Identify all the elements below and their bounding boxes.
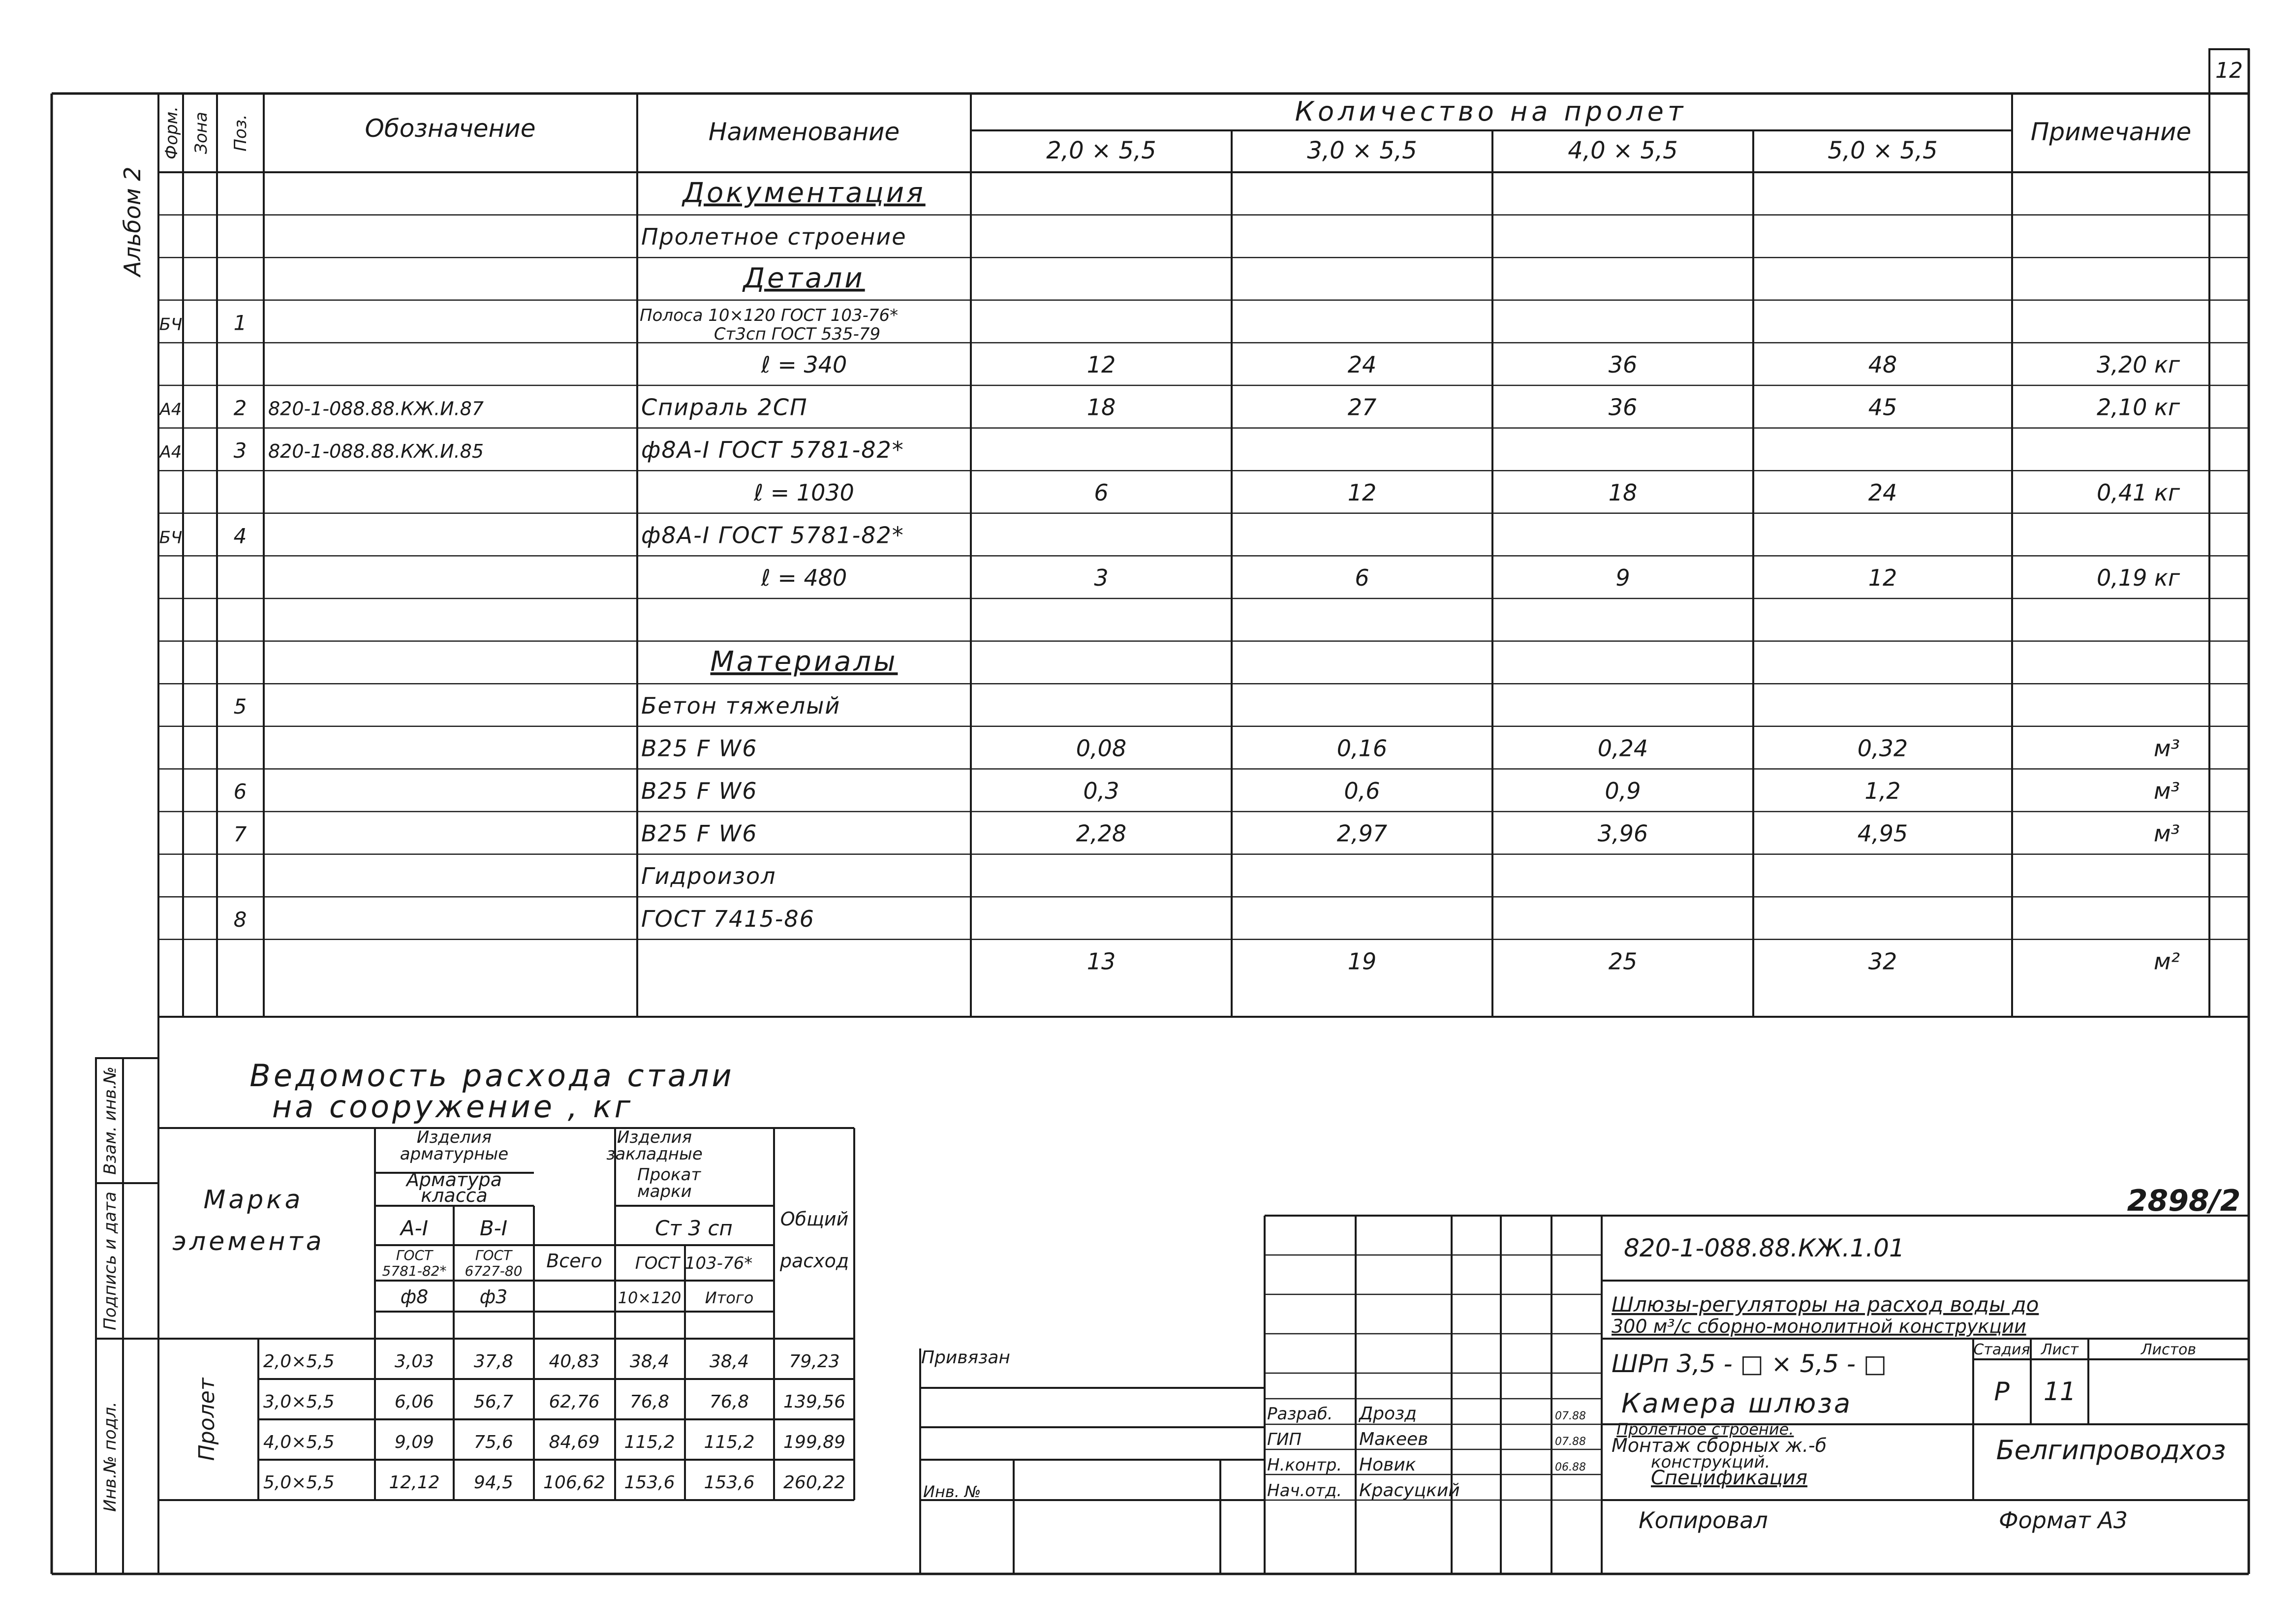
quantity-cell: 6 bbox=[1355, 564, 1369, 592]
steel-grade: Ст 3 сп bbox=[655, 1216, 733, 1240]
prokat-1: Прокат bbox=[637, 1165, 701, 1185]
spec-row bbox=[742, 262, 865, 294]
row-designation: 820-1-088.88.КЖ.И.87 bbox=[268, 398, 484, 420]
role-date: 06.88 bbox=[1555, 1461, 1586, 1474]
archive-stamp: 2898/2 bbox=[2127, 1184, 2241, 1218]
section-title: Документация bbox=[683, 177, 926, 209]
sheet-value: 11 bbox=[2043, 1377, 2077, 1407]
row-name: Гидроизол bbox=[641, 863, 776, 890]
row-name: В25 F W6 bbox=[641, 735, 758, 762]
quantity-cell: 36 bbox=[1608, 394, 1638, 421]
steel-cell-span: 4,0×5,5 bbox=[263, 1432, 335, 1452]
stage-value: Р bbox=[1994, 1377, 2010, 1407]
sheet-label: Лист bbox=[2041, 1341, 2079, 1358]
row-name: Спираль 2СП bbox=[641, 394, 808, 421]
izd-arm-1: Изделия bbox=[416, 1128, 492, 1147]
span-header: 4,0 × 5,5 bbox=[1568, 137, 1678, 164]
row-position: 3 bbox=[233, 439, 247, 463]
steel-cell-a: 9,09 bbox=[394, 1432, 434, 1452]
steel-mark-label2: элемента bbox=[172, 1227, 325, 1256]
steel-cell-a: 12,12 bbox=[389, 1473, 440, 1493]
steel-cell-vs: 106,62 bbox=[543, 1473, 605, 1493]
quantity-cell: 45 bbox=[1868, 394, 1897, 421]
quantity-cell: 3 bbox=[1094, 564, 1109, 592]
steel-cell-span: 2,0×5,5 bbox=[263, 1351, 335, 1372]
album-label: Альбом 2 bbox=[119, 166, 146, 277]
steel-cell-st: 38,4 bbox=[629, 1351, 670, 1372]
quantity-cell: 4,95 bbox=[1857, 820, 1908, 847]
row-note: м² bbox=[2153, 948, 2180, 975]
row-name: ℓ = 340 bbox=[761, 351, 847, 378]
steel-cell-span: 5,0×5,5 bbox=[263, 1473, 335, 1493]
row-note: 0,19 кг bbox=[2097, 564, 2180, 592]
role-person: Новик bbox=[1359, 1455, 1416, 1475]
row-format: А4 bbox=[159, 400, 182, 420]
quantity-cell: 12 bbox=[1868, 564, 1897, 592]
quantity-cell: 0,3 bbox=[1083, 778, 1119, 805]
steel-cell-b: 56,7 bbox=[473, 1392, 514, 1412]
steel-cell-b: 94,5 bbox=[473, 1473, 514, 1493]
row-name: В25 F W6 bbox=[641, 778, 758, 805]
row-format: БЧ bbox=[159, 314, 183, 335]
steel-cell-tot: 139,56 bbox=[783, 1392, 845, 1412]
quantity-cell: 27 bbox=[1347, 394, 1377, 421]
spec-row bbox=[711, 646, 898, 678]
steel-cell-st: 76,8 bbox=[629, 1392, 670, 1412]
row-name: В25 F W6 bbox=[641, 820, 758, 847]
role-title: ГИП bbox=[1267, 1430, 1302, 1449]
page-number: 12 bbox=[2215, 58, 2243, 83]
project-desc-line1: Шлюзы-регуляторы на расход воды до bbox=[1612, 1292, 2039, 1317]
row-name: Бетон тяжелый bbox=[641, 692, 841, 719]
steel-cell-st: 153,6 bbox=[624, 1473, 675, 1493]
gost-a-1: ГОСТ bbox=[396, 1247, 433, 1263]
role-person: Макеев bbox=[1359, 1429, 1428, 1449]
stage-label: Стадия bbox=[1973, 1341, 2030, 1358]
quantity-cell: 0,6 bbox=[1344, 778, 1380, 805]
steel-cell-tot: 260,22 bbox=[783, 1473, 845, 1493]
sheet-sub-2: Монтаж сборных ж.-б bbox=[1612, 1435, 1827, 1456]
quantity-cell: 24 bbox=[1868, 479, 1897, 506]
row-name: ℓ = 1030 bbox=[754, 479, 854, 506]
row-name: ℓ = 480 bbox=[761, 564, 847, 592]
project-desc-line2: 300 м³/с сборно-монолитной конструкции bbox=[1612, 1316, 2026, 1337]
profile-size: 10×120 bbox=[618, 1288, 682, 1307]
quantity-cell: 2,28 bbox=[1076, 820, 1127, 847]
spec-row bbox=[641, 863, 776, 889]
row-position: 7 bbox=[233, 822, 247, 847]
steel-cell-it: 115,2 bbox=[704, 1432, 755, 1452]
quantity-cell: 0,24 bbox=[1597, 735, 1648, 762]
steel-mark-label1: Марка bbox=[203, 1185, 304, 1215]
span-header: 3,0 × 5,5 bbox=[1307, 137, 1417, 164]
steel-cell-vs: 62,76 bbox=[549, 1392, 600, 1412]
row-position: 2 bbox=[233, 396, 247, 420]
class-a: А-I bbox=[400, 1216, 429, 1240]
gost-st: ГОСТ 103-76* bbox=[635, 1254, 753, 1273]
diameter-8: ф8 bbox=[400, 1286, 429, 1308]
quantity-cell: 0,08 bbox=[1076, 735, 1127, 762]
spec-row bbox=[641, 223, 907, 250]
header-note: Примечание bbox=[2030, 118, 2192, 146]
row-position: 5 bbox=[233, 694, 247, 719]
strip-signature-label: Подпись и дата bbox=[100, 1191, 120, 1330]
steel-cell-vs: 84,69 bbox=[549, 1432, 600, 1452]
header-format: Форм. bbox=[162, 106, 182, 160]
steel-cell-a: 3,03 bbox=[394, 1351, 434, 1372]
quantity-cell: 6 bbox=[1094, 479, 1109, 506]
sheets-label: Листов bbox=[2141, 1341, 2197, 1358]
quantity-cell: 48 bbox=[1868, 351, 1897, 378]
steel-cell-b: 37,8 bbox=[473, 1351, 514, 1372]
row-note: 2,10 кг bbox=[2097, 394, 2180, 421]
row-note: м³ bbox=[2153, 778, 2180, 805]
header-pos: Поз. bbox=[231, 114, 250, 152]
role-date: 07.88 bbox=[1555, 1410, 1586, 1422]
row-format: БЧ bbox=[159, 528, 183, 548]
quantity-cell: 12 bbox=[1086, 351, 1116, 378]
quantity-cell: 9 bbox=[1615, 564, 1630, 592]
row-position: 1 bbox=[233, 311, 247, 335]
steel-cell-a: 6,06 bbox=[394, 1392, 434, 1412]
row-position: 4 bbox=[233, 524, 247, 548]
gost-b-1: ГОСТ bbox=[475, 1247, 512, 1263]
izd-zakl-1: Изделия bbox=[617, 1128, 692, 1147]
sheet-subject: Камера шлюза bbox=[1621, 1388, 1853, 1419]
span-header: 2,0 × 5,5 bbox=[1046, 137, 1156, 164]
section-title: Детали bbox=[743, 262, 865, 294]
vsego-label: Всего bbox=[546, 1250, 602, 1272]
quantity-cell: 1,2 bbox=[1864, 778, 1901, 805]
quantity-cell: 19 bbox=[1347, 948, 1377, 975]
organization: Белгипроводхоз bbox=[1996, 1435, 2226, 1466]
row-name-line2: Ст3сп ГОСТ 535-79 bbox=[714, 324, 881, 344]
row-note: 0,41 кг bbox=[2097, 479, 2180, 506]
arm-2: класса bbox=[421, 1185, 488, 1206]
role-title: Разраб. bbox=[1267, 1404, 1333, 1424]
sheet-sub-1: Пролетное строение. bbox=[1616, 1420, 1794, 1439]
header-zone: Зона bbox=[191, 112, 211, 154]
quantity-cell: 0,16 bbox=[1336, 735, 1388, 762]
steel-cell-tot: 79,23 bbox=[789, 1351, 840, 1372]
linked-label: Привязан bbox=[921, 1348, 1010, 1368]
header-name: Наименование bbox=[708, 118, 900, 146]
role-person: Красуцкий bbox=[1359, 1480, 1460, 1501]
gost-b-2: 6727-80 bbox=[465, 1263, 523, 1279]
steel-cell-span: 3,0×5,5 bbox=[263, 1392, 335, 1412]
row-name: ф8А-I ГОСТ 5781-82* bbox=[641, 437, 904, 464]
steel-cell-tot: 199,89 bbox=[783, 1432, 845, 1452]
class-b: В-I bbox=[479, 1216, 508, 1240]
role-date: 07.88 bbox=[1555, 1436, 1586, 1448]
steel-cell-it: 76,8 bbox=[709, 1392, 749, 1412]
spec-row bbox=[681, 177, 925, 209]
row-name: Пролетное строение bbox=[641, 223, 907, 251]
format-label: Формат А3 bbox=[1999, 1507, 2128, 1534]
row-format: А4 bbox=[159, 442, 182, 463]
row-name: ф8А-I ГОСТ 5781-82* bbox=[641, 522, 904, 549]
total-label-1: Общий bbox=[780, 1208, 849, 1230]
quantity-cell: 36 bbox=[1608, 351, 1638, 378]
steel-cell-it: 153,6 bbox=[704, 1473, 755, 1493]
header-quantity: Количество на пролет bbox=[1295, 96, 1687, 127]
profile-total: Итого bbox=[705, 1288, 754, 1307]
role-title: Н.контр. bbox=[1267, 1455, 1342, 1475]
gost-a-2: 5781-82* bbox=[382, 1263, 447, 1279]
sheet-sub-4: Спецификация bbox=[1651, 1467, 1808, 1489]
row-note: 3,20 кг bbox=[2097, 351, 2180, 378]
steel-cell-it: 38,4 bbox=[709, 1351, 749, 1372]
row-position: 8 bbox=[233, 907, 247, 932]
section-title: Материалы bbox=[710, 646, 898, 678]
span-header: 5,0 × 5,5 bbox=[1828, 137, 1938, 164]
quantity-cell: 18 bbox=[1608, 479, 1638, 506]
steel-title-line2: на сооружение , кг bbox=[272, 1089, 634, 1125]
steel-cell-b: 75,6 bbox=[473, 1432, 514, 1452]
quantity-cell: 0,32 bbox=[1857, 735, 1908, 762]
izd-zakl-2: закладные bbox=[606, 1144, 703, 1164]
steel-cell-st: 115,2 bbox=[624, 1432, 675, 1452]
role-title: Нач.отд. bbox=[1267, 1481, 1342, 1501]
quantity-cell: 2,97 bbox=[1336, 820, 1388, 847]
design-type: ШРп 3,5 - □ × 5,5 - □ bbox=[1612, 1349, 1887, 1378]
quantity-cell: 18 bbox=[1086, 394, 1116, 421]
strip-replace-label: Взам. инв.№ bbox=[100, 1066, 120, 1175]
diameter-3: ф3 bbox=[479, 1286, 508, 1308]
quantity-cell: 24 bbox=[1347, 351, 1377, 378]
sheet-sub-3: конструкций. bbox=[1651, 1452, 1770, 1472]
row-name: ГОСТ 7415-86 bbox=[641, 905, 815, 932]
copied-label: Копировал bbox=[1639, 1507, 1768, 1534]
strip-inv-label: Инв.№ подл. bbox=[100, 1402, 120, 1512]
izd-arm-2: арматурные bbox=[400, 1144, 509, 1164]
total-label-2: расход bbox=[779, 1250, 849, 1272]
role-person: Дрозд bbox=[1359, 1404, 1417, 1424]
row-designation: 820-1-088.88.КЖ.И.85 bbox=[268, 440, 484, 463]
span-label: Пролет bbox=[194, 1378, 219, 1461]
quantity-cell: 3,96 bbox=[1597, 820, 1648, 847]
steel-cell-vs: 40,83 bbox=[549, 1351, 600, 1372]
header-designation: Обозначение bbox=[365, 114, 536, 143]
prokat-2: марки bbox=[637, 1182, 692, 1201]
quantity-cell: 0,9 bbox=[1605, 778, 1641, 805]
row-name: Полоса 10×120 ГОСТ 103-76* bbox=[640, 305, 899, 325]
row-position: 6 bbox=[233, 780, 247, 804]
inventory-label: Инв. № bbox=[923, 1482, 981, 1501]
row-note: м³ bbox=[2153, 735, 2180, 762]
quantity-cell: 25 bbox=[1608, 948, 1638, 975]
quantity-cell: 12 bbox=[1347, 479, 1377, 506]
steel-title-line1: Ведомость расхода стали bbox=[249, 1058, 735, 1094]
arm-1: Арматура bbox=[406, 1169, 502, 1191]
quantity-cell: 13 bbox=[1086, 948, 1116, 975]
document-code: 820-1-088.88.КЖ.1.01 bbox=[1624, 1234, 1905, 1262]
quantity-cell: 32 bbox=[1868, 948, 1897, 975]
role-row bbox=[1267, 1480, 1460, 1501]
row-note: м³ bbox=[2153, 820, 2180, 847]
